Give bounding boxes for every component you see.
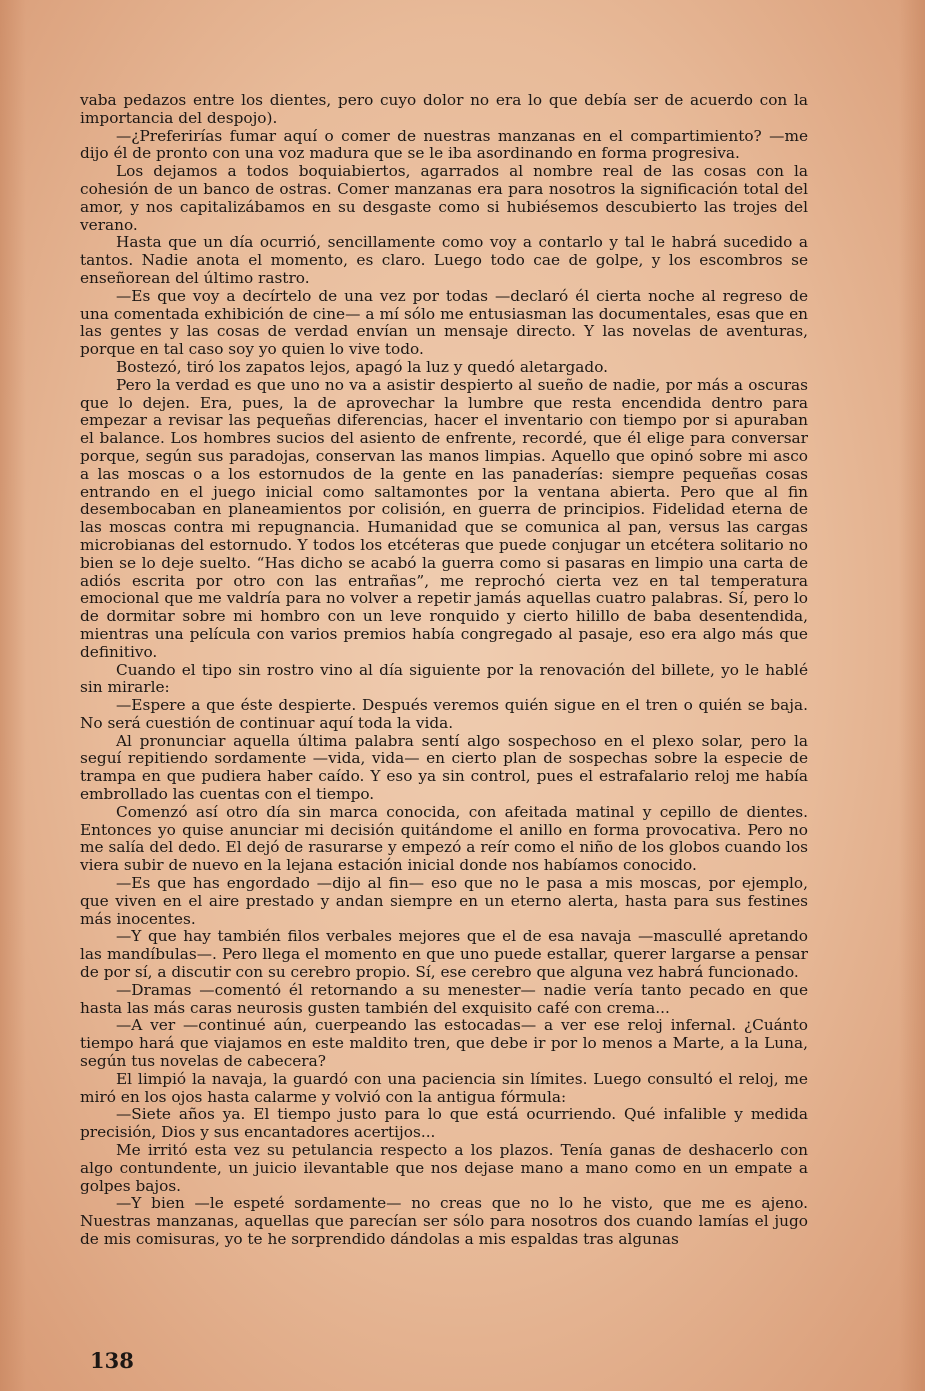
page-edge-left <box>0 0 26 1391</box>
paragraph: Al pronunciar aquella última palabra sentí algo sospechoso en el plexo solar, pero la seguí repitiendo sordamente —vida, vida— en cierto plan de sospechas sobre la especie de trampa en que pudiera haber caído. Y eso ya sin control, pues el estrafalario reloj me había embrollado las cuentas con el tiempo. <box>80 731 808 804</box>
paragraph: —¿Preferirías fumar aquí o comer de nuestras manzanas en el compartimiento? —me dijo él de pronto con una voz madura que se le iba asordinando en forma progresiva. <box>80 126 808 163</box>
paragraph: —Y que hay también filos verbales mejores que el de esa navaja —mascullé apretando las mandíbulas—. Pero llega el momento en que uno puede estallar, querer largarse a pensar de por sí, a discutir con su cerebro propio. Sí, ese cerebro que alguna vez habrá funcionado. <box>80 927 808 982</box>
paragraph: Comenzó así otro día sin marca conocida, con afeitada matinal y cepillo de dientes. Entonces yo quise anunciar mi decisión quitándome el anillo en forma provocativa. Pero no me salía del dedo. El dejó de rasurarse y empezó a reír como el niño de los globos cuando los viera subir de nuevo en la lejana estación inicial donde nos habíamos conocido. <box>80 802 808 875</box>
paragraph: Bostezó, tiró los zapatos lejos, apagó la luz y quedó aletargado. <box>116 357 609 376</box>
page-edge-right <box>899 0 925 1391</box>
paragraph: —A ver —continué aún, cuerpeando las estocadas— a ver ese reloj infernal. ¿Cuánto tiempo hará que viajamos en este maldito tren, que debe ir por lo menos a Marte, a la Luna, según tus novelas de cabecera? <box>80 1016 808 1071</box>
paragraph: El limpió la navaja, la guardó con una paciencia sin límites. Luego consultó el reloj, me miró en los ojos hasta calarme y volvió con la antigua fórmula: <box>80 1069 808 1106</box>
paragraph: —Es que voy a decírtelo de una vez por todas —declaró él cierta noche al regreso de una comentada exhibición de cine— a mí sólo me entusiasman las documentales, esas que en las gentes y las cosas de verdad envían un mensaje directo. Y las novelas de aventuras, porque en tal caso soy yo quien lo vive todo. <box>80 286 808 359</box>
paragraph: Pero la verdad es que uno no va a asistir despierto al sueño de nadie, por más a oscuras que lo dejen. Era, pues, la de aprovechar la lumbre que resta encendida dentro para empezar a revisar las pequeñas diferencias, hacer el inventario con tiempo por si apuraban el balance. Los hombres sucios del asiento de enfrente, recordé, que él elige para conversar porque, según sus paradojas, conservan las manos limpias. Aquello que opinó sobre mi asco a las moscas o a los estornudos de la gente en las panaderías: siempre pequeñas cosas entrando en el juego inicial como saltamontes por la ventana abierta. Pero que al fin desembocaban en planeamientos por colisión, en guerra de principios. Fidelidad eterna de las moscas contra mi repugnancia. Humanidad que se comunica al pan, versus las cargas microbianas del estornudo. Y todos los etcéteras que puede conjugar un etcétera solitario no bien se lo deje suelto. “Has dicho se acabó la guerra como si pasaras en limpio una carta de adiós escrita por otro con las entrañas”, me reprochó cierta vez en tal temperatura emocional que me valdría para no volver a repetir jamás aquellas cuatro palabras. Sí, pero lo de dormitar sobre mi hombro con un leve ronquido y cierto hilillo de baba desentendida, mientras una película con varios premios había congregado al pasaje, eso era algo más que definitivo. <box>80 375 808 661</box>
paragraph: —Y bien —le espeté sordamente— no creas que no lo he visto, que me es ajeno. Nuestras manzanas, aquellas que parecían ser sólo para nosotros dos cuando lamías el jugo de mis comisuras, yo te he sorprendido dándolas a mis espaldas tras algunas <box>80 1194 808 1248</box>
paragraph: —Dramas —comentó él retornando a su menester— nadie vería tanto pecado en que hasta las más caras neurosis gusten también del exquisito café con crema... <box>80 980 808 1017</box>
paragraph: Hasta que un día ocurrió, sencillamente como voy a contarlo y tal le habrá sucedido a tantos. Nadie anota el momento, es claro. Luego todo cae de golpe, y los escombros se enseñorean del último rastro. <box>80 233 808 287</box>
paragraph: —Espere a que éste despierte. Después veremos quién sigue en el tren o quién se baja. No será cuestión de continuar aquí toda la vida. <box>80 696 808 732</box>
page-number: 138 <box>90 1348 134 1373</box>
paragraph: Los dejamos a todos boquiabiertos, agarrados al nombre real de las cosas con la cohesión de un banco de ostras. Comer manzanas era para nosotros la significación total del amor, y nos capitalizábamos en su desgaste como si hubiésemos descubierto las trojes del verano. <box>80 162 808 234</box>
paragraph: —Es que has engordado —dijo al fin— eso que no le pasa a mis moscas, por ejemplo, que viven en el aire prestado y andan siempre en un eterno alerta, hasta para sus festines más inocentes. <box>80 874 808 928</box>
paragraph: Me irritó esta vez su petulancia respecto a los plazos. Tenía ganas de deshacerlo con algo contundente, un juicio ilevantable que nos dejase mano a mano como en un empate a golpes bajos. <box>80 1141 808 1195</box>
paragraph: vaba pedazos entre los dientes, pero cuyo dolor no era lo que debía ser de acuerdo con la importancia del despojo). <box>80 91 808 127</box>
body-text <box>80 92 808 1249</box>
paragraph: —Siete años ya. El tiempo justo para lo que está ocurriendo. Qué infalible y medida precisión, Dios y sus encantadores acertijos... <box>80 1105 808 1142</box>
paragraph: Cuando el tipo sin rostro vino al día siguiente por la renovación del billete, yo le hablé sin mirarle: <box>80 660 808 697</box>
